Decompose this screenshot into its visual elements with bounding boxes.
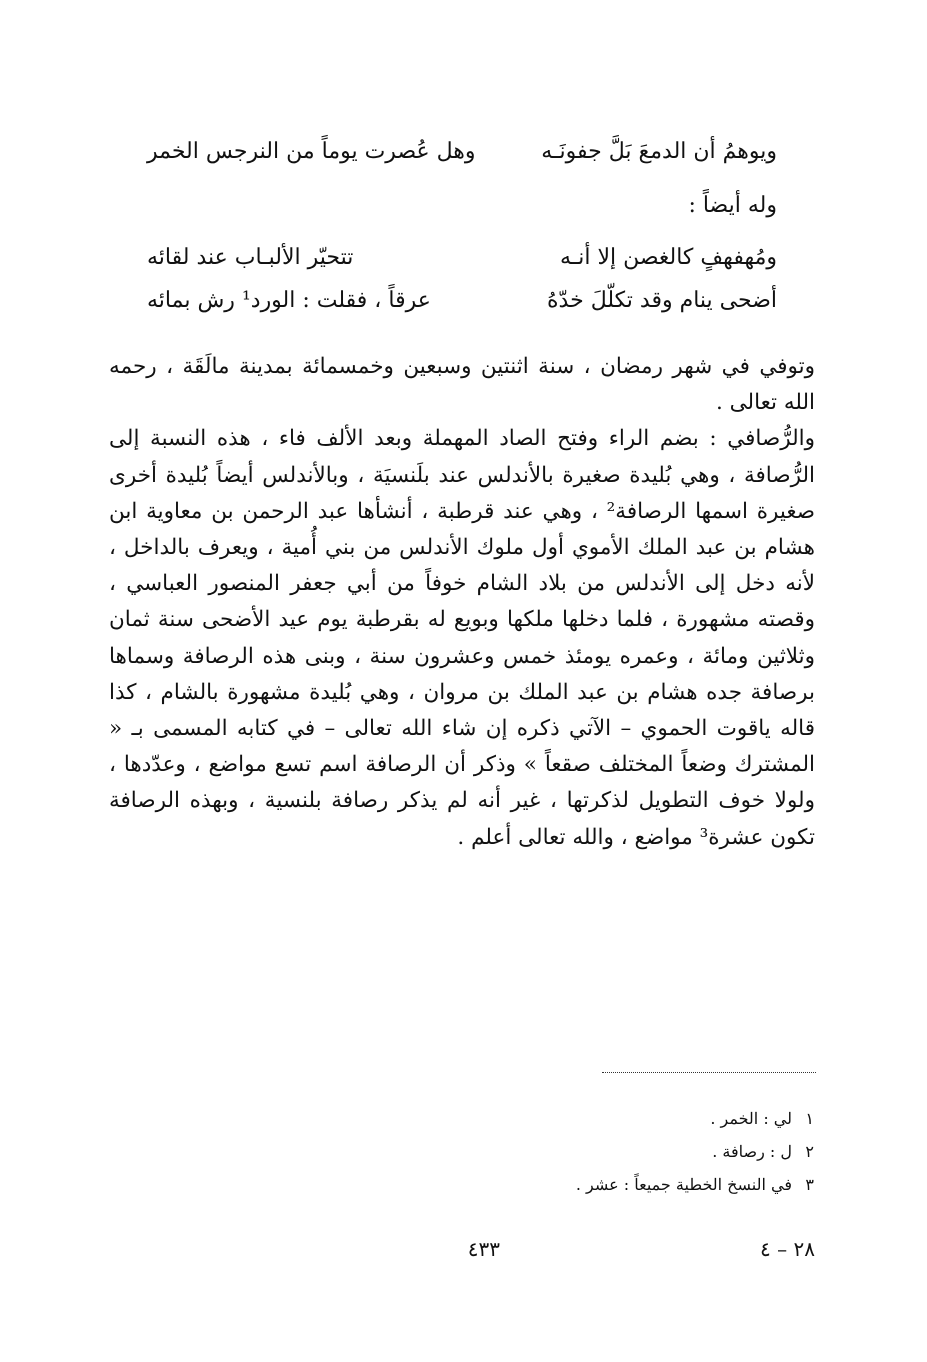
footnote-item (554, 1102, 814, 1135)
verse-2-first-hemistich: ومُهفهفٍ كالغصن إلا أنـه (559, 245, 777, 270)
verse-2 (147, 243, 777, 273)
body-text (109, 349, 815, 856)
footnote-number: ٢ (805, 1142, 814, 1161)
footnote-item (554, 1168, 814, 1201)
paragraph-death-notice: وتوفي في شهر رمضان ، سنة اثنتين وسبعين وخمسمائة بمدينة مالَقَة ، رحمه الله تعالى . (109, 354, 815, 416)
footnote-rule (602, 1072, 816, 1073)
footnote-text: لي : الخمر . (710, 1109, 792, 1128)
verse-2-second-hemistich: تتحيّر الألبـاب عند لقائه (147, 245, 354, 270)
verse-1-second-hemistich: وهل عُصرت يوماً من النرجس الخمر (147, 139, 476, 164)
verse-1 (147, 137, 777, 167)
page-number: ٤٣٣ (467, 1237, 500, 1261)
footnote-text: في النسخ الخطية جميعاً : عشر . (575, 1175, 792, 1194)
verse-3 (147, 286, 777, 316)
footnotes (554, 1102, 814, 1201)
signature-mark: ٢٨ – ٤ (760, 1237, 815, 1261)
poem-heading: وله أيضاً : (688, 193, 777, 218)
verse-3-second-hemistich: عرقاً ، فقلت : الورد¹ رش بمائه (147, 288, 431, 313)
footnote-text: ل : رصافة . (712, 1142, 792, 1161)
footnote-item (554, 1135, 814, 1168)
verse-3-first-hemistich: أضحى ينام وقد تكلّلَ خدّهُ (547, 288, 777, 313)
paragraph-rusafi-nisba: والرُّصافي : بضم الراء وفتح الصاد المهملة وبعد الألف فاء ، هذه النسبة إلى الرُّصافة ، وهي بُليدة صغيرة بالأندلس عند بلَنسيَة ، وبالأندلس أيضاً بُليدة أخرى صغيرة اسمها الرصافة² ، وهي عند قرطبة ، أنشأها عبد الرحمن بن معاوية ابن هشام بن عبد الملك الأموي أول ملوك الأندلس من بني أُمية ، ويعرف بالداخل ، لأنه دخل إلى الأندلس من بلاد الشام خوفاً من أبي جعفر المنصور العباسي ، وقصته مشهورة ، فلما دخلها ملكها وبويع له بقرطبة يوم عيد الأضحى سنة ثمان وثلاثين ومائة ، وعمره يومئذ خمس وعشرون سنة ، وبنى هذه الرصافة وسماها برصافة جده هشام بن عبد الملك بن مروان ، وهي بُليدة مشهورة بالشام ، كذا قاله ياقوت الحموي – الآتي ذكره إن شاء الله تعالى – في كتابه المسمى بـ « المشترك وضعاً المختلف صقعاً » وذكر أن الرصافة اسم تسع مواضع ، وعدّدها ، ولولا خوف التطويل لذكرتها ، غير أنه لم يذكر رصافة بلنسية ، وبهذه الرصافة تكون عشرة³ مواضع ، والله تعالى أعلم . (109, 426, 815, 850)
verse-1-first-hemistich: ويوهمُ أن الدمعَ بَلَّ جفونَـه (541, 139, 777, 164)
footnote-number: ١ (805, 1109, 814, 1128)
footnote-number: ٣ (805, 1175, 814, 1194)
